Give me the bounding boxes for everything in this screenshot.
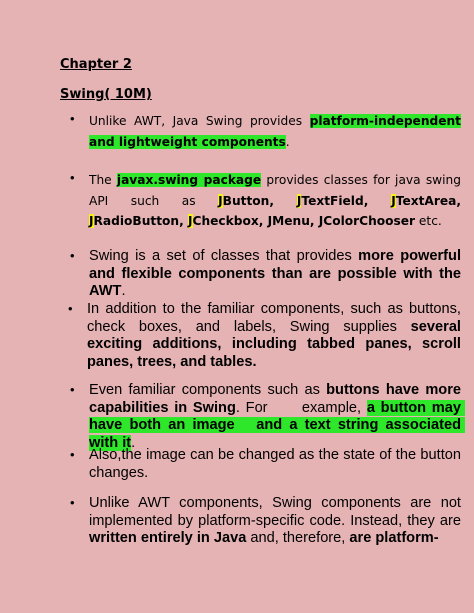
bullet-dot: • [68,301,73,316]
text-run: Unlike AWT components, Swing components are not implemented by platform-specific code. Instead, they are [89,495,461,529]
class-initial-highlight: J [218,193,223,208]
text-run: etc. [415,214,442,228]
separator: , [363,193,392,208]
text-run: Unlike AWT, Java Swing provides [89,114,310,128]
text-run: Swing is a set of classes that provides [89,248,359,264]
text-run: . [121,283,126,299]
class-name [391,194,461,208]
class-name-rest: TextField [301,193,364,208]
bullet-item [70,382,466,452]
bold-text: are platform- [349,530,439,546]
class-name-rest: Button [222,193,270,208]
class-name [297,194,391,208]
bullet-item [72,447,461,482]
section-heading: Swing( 10M) [60,87,152,102]
text-run: Even familiar components such as [89,382,327,398]
class-initial-highlight: J [391,193,396,208]
bold-text: more powerful and flexible components than are possible with the AWT [89,248,461,299]
class-name [218,194,297,208]
bullet-dot: • [70,111,75,126]
class-initial-highlight: J [296,193,302,208]
text-run: Also,the image can be changed as the state of the button changes. [89,447,461,481]
bullet-text [72,111,461,152]
bullet-text [70,301,461,371]
class-initial-highlight: J [89,214,94,228]
bullet-item [72,170,461,232]
bullet-text [72,170,461,232]
class-name-rest: TextArea [395,193,457,208]
bullet-text [72,447,461,482]
separator: , [269,193,297,208]
class-name [89,214,188,228]
text-run: provides classes for java swing API such as [89,173,461,208]
separator: , [179,214,188,228]
highlighted-text: javax.swing package [116,173,262,187]
text-run: . [285,134,290,149]
class-name-rest: Checkbox [192,214,259,228]
bullet-text [72,495,461,548]
bullet-item [72,111,461,152]
bullet-dot: • [70,248,75,263]
bold-text: written entirely in Java [89,530,247,546]
text-run: The [89,173,117,187]
text-run: . For example, [235,399,367,416]
text-run: In addition to the familiar components, such as buttons, check boxes, and labels, Swing supplies [87,301,461,335]
bullet-dot: • [70,495,75,510]
bullet-item [72,495,461,548]
bullet-dot: • [70,170,75,185]
class-initial-highlight: J [187,214,193,228]
class-name-tail: JMenu, JColorChooser [267,214,416,228]
separator: , [456,193,462,208]
class-name [188,214,268,228]
bold-text: several exciting additions, including tabbed panes, scroll panes, trees, and tables. [87,318,461,370]
class-name-rest: RadioButton [93,214,180,228]
chapter-heading: Chapter 2 [60,57,132,72]
bullet-dot: • [70,382,75,397]
bullet-dot: • [70,447,75,462]
text-run: . [131,434,136,451]
highlighted-text: a button may have both an image and a text string associated with it [89,399,466,451]
bullet-text [72,248,461,301]
bold-text: buttons have more capabilities in Swing [89,382,461,416]
text-run: and, therefore, [246,530,350,546]
separator: , [258,214,268,228]
bullet-item [72,248,461,301]
highlighted-text: platform-independent and lightweight components [89,114,461,149]
bullet-text [72,382,466,452]
bullet-item [70,301,461,371]
